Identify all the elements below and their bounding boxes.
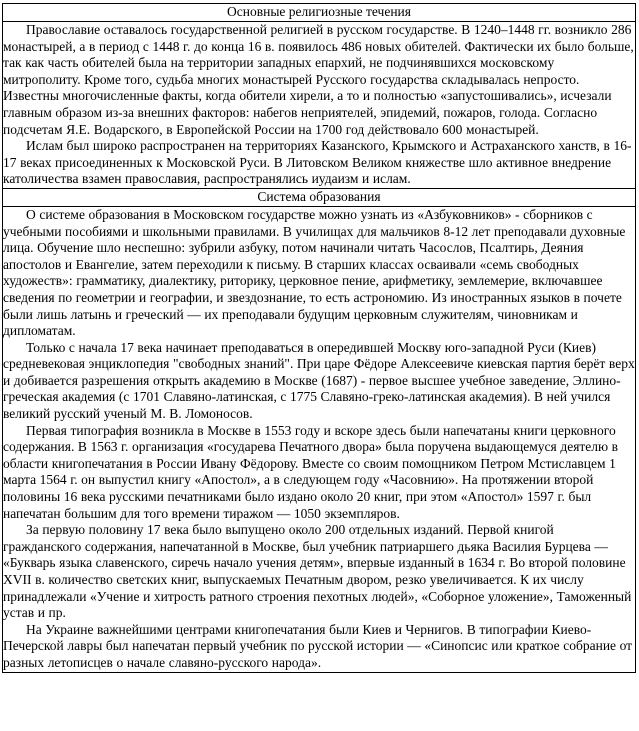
section-body-education-system: [3, 206, 636, 672]
document-table: [2, 3, 636, 673]
paragraph-first-printing-house: Первая типография возникла в Москве в 1553 году и вскоре здесь были напечатаны книги церковного содержания. В 1563 г. организация «государева Печатного двора» была поручена выдающемуся деятелю в области книгопечатания в России Ивану Фёдорову. Вместе со своим помощником Петром Мстиславцем 1 марта 1564 г. он выпустил книгу «Апостол», а в следующем году «Часовнию». На протяжении второй половины 16 века русскими печатниками было издано около 20 книг, при этом «Апостол» 1597 г. был напечатан большим для того времени тиражом — 1050 экземпляров.: [3, 422, 619, 521]
paragraph-azbukovniki: О системе образования в Московском государстве можно узнать из «Азбуковников» - сборников с учебными пособиями и школьными правилами. В училищах для мальчиков 8-12 лет преподавали духовные лица. Обучение шло неспешно: зубрили азбуку, потом начинали читать Часослов, Псалтирь, Деяния апостолов и Евангелие, затем переходили к письму. В старших классах осваивали «семь свободных художеств»: грамматику, диалектику, риторику, церковное пение, арифметику, землемерие, включавшее сведения по геометрии и географии, и звездознание, то есть астрономию. Из иностранных языков в почете были лишь латынь и греческий — их преподавали будущим церковным служителям, чиновникам и дипломатам.: [3, 206, 626, 339]
section-header-education-system: Система образования: [3, 188, 636, 206]
paragraph-islam: Ислам был широко распространен на территориях Казанского, Крымского и Астраханского ханств, в 16-17 веках присоединенных к Московской Руси. В Литовском Великом княжестве шло активное внедрение католичества взамен православия, распространялись иудаизм и ислам.: [3, 138, 632, 187]
paragraph-academy: Только с начала 17 века начинает преподаваться в опередившей Москву юго-западной Руси (Киев) средневековая энциклопедия "свободных знаний". При царе Фёдоре Алексеевиче киевская партия берёт верх и добивается разрешения открыть академию в Москве (1687) - первое высшее учебное заведение, Эллино-греческая академия (с 1701 Славяно-латинская, с 1775 Славяно-греко-латинская академия). В ней учился великий русский ученый М. В. Ломоносов.: [3, 339, 635, 422]
paragraph-ukraine-printing: На Украине важнейшими центрами книгопечатания были Киев и Чернигов. В типографии Киево-Печерской лавры был напечатан первый учебник по русской истории — «Синопсис или краткое собрание от разных летописцев о начале славяно-русского народа».: [3, 621, 633, 670]
paragraph-orthodoxy: Православие оставалось государственной религией в русском государстве. В 1240–1448 гг. возникло 286 монастырей, а в период с 1448 г. до конца 16 в. появилось 486 новых обителей. Фактически их было больше, так как часть обителей была на территории западных епархий, не подчинявшихся московскому митрополиту. Кроме того, судьба многих монастырей Русского государства складывалась непросто. Известны многочисленные факты, когда обители хирели, а то и полностью «запустошивались», исчезали главным образом из-за внешних факторов: набегов неприятелей, эпидемий, пожаров, голода. Согласно подсчетам Я.Е. Водарского, в Европейской России на 1700 год действовало 600 монастырей.: [3, 22, 634, 137]
table-row: [3, 22, 636, 189]
paragraph-17th-century-editions: За первую половину 17 века было выпущено около 200 отдельных изданий. Первой книгой гражданского содержания, напечатанной в Москве, был учебник патриаршего дьяка Василия Бурцева — «Букварь языка славенского, сиречь начало учения детям», впервые изданный в 1634 г. Во второй половине XVII в. количество светских книг, выпускаемых Печатным двором, резко увеличивается. К их числу принадлежали «Учение и хитрость ратного строения пехотных людей», «Соборное уложение», Таможенный устав и пр.: [3, 522, 632, 621]
table-row: [3, 188, 636, 206]
section-body-religious-movements: [3, 22, 636, 189]
table-row: [3, 4, 636, 22]
section-header-religious-movements: Основные религиозные течения: [3, 4, 636, 22]
table-row: [3, 206, 636, 672]
